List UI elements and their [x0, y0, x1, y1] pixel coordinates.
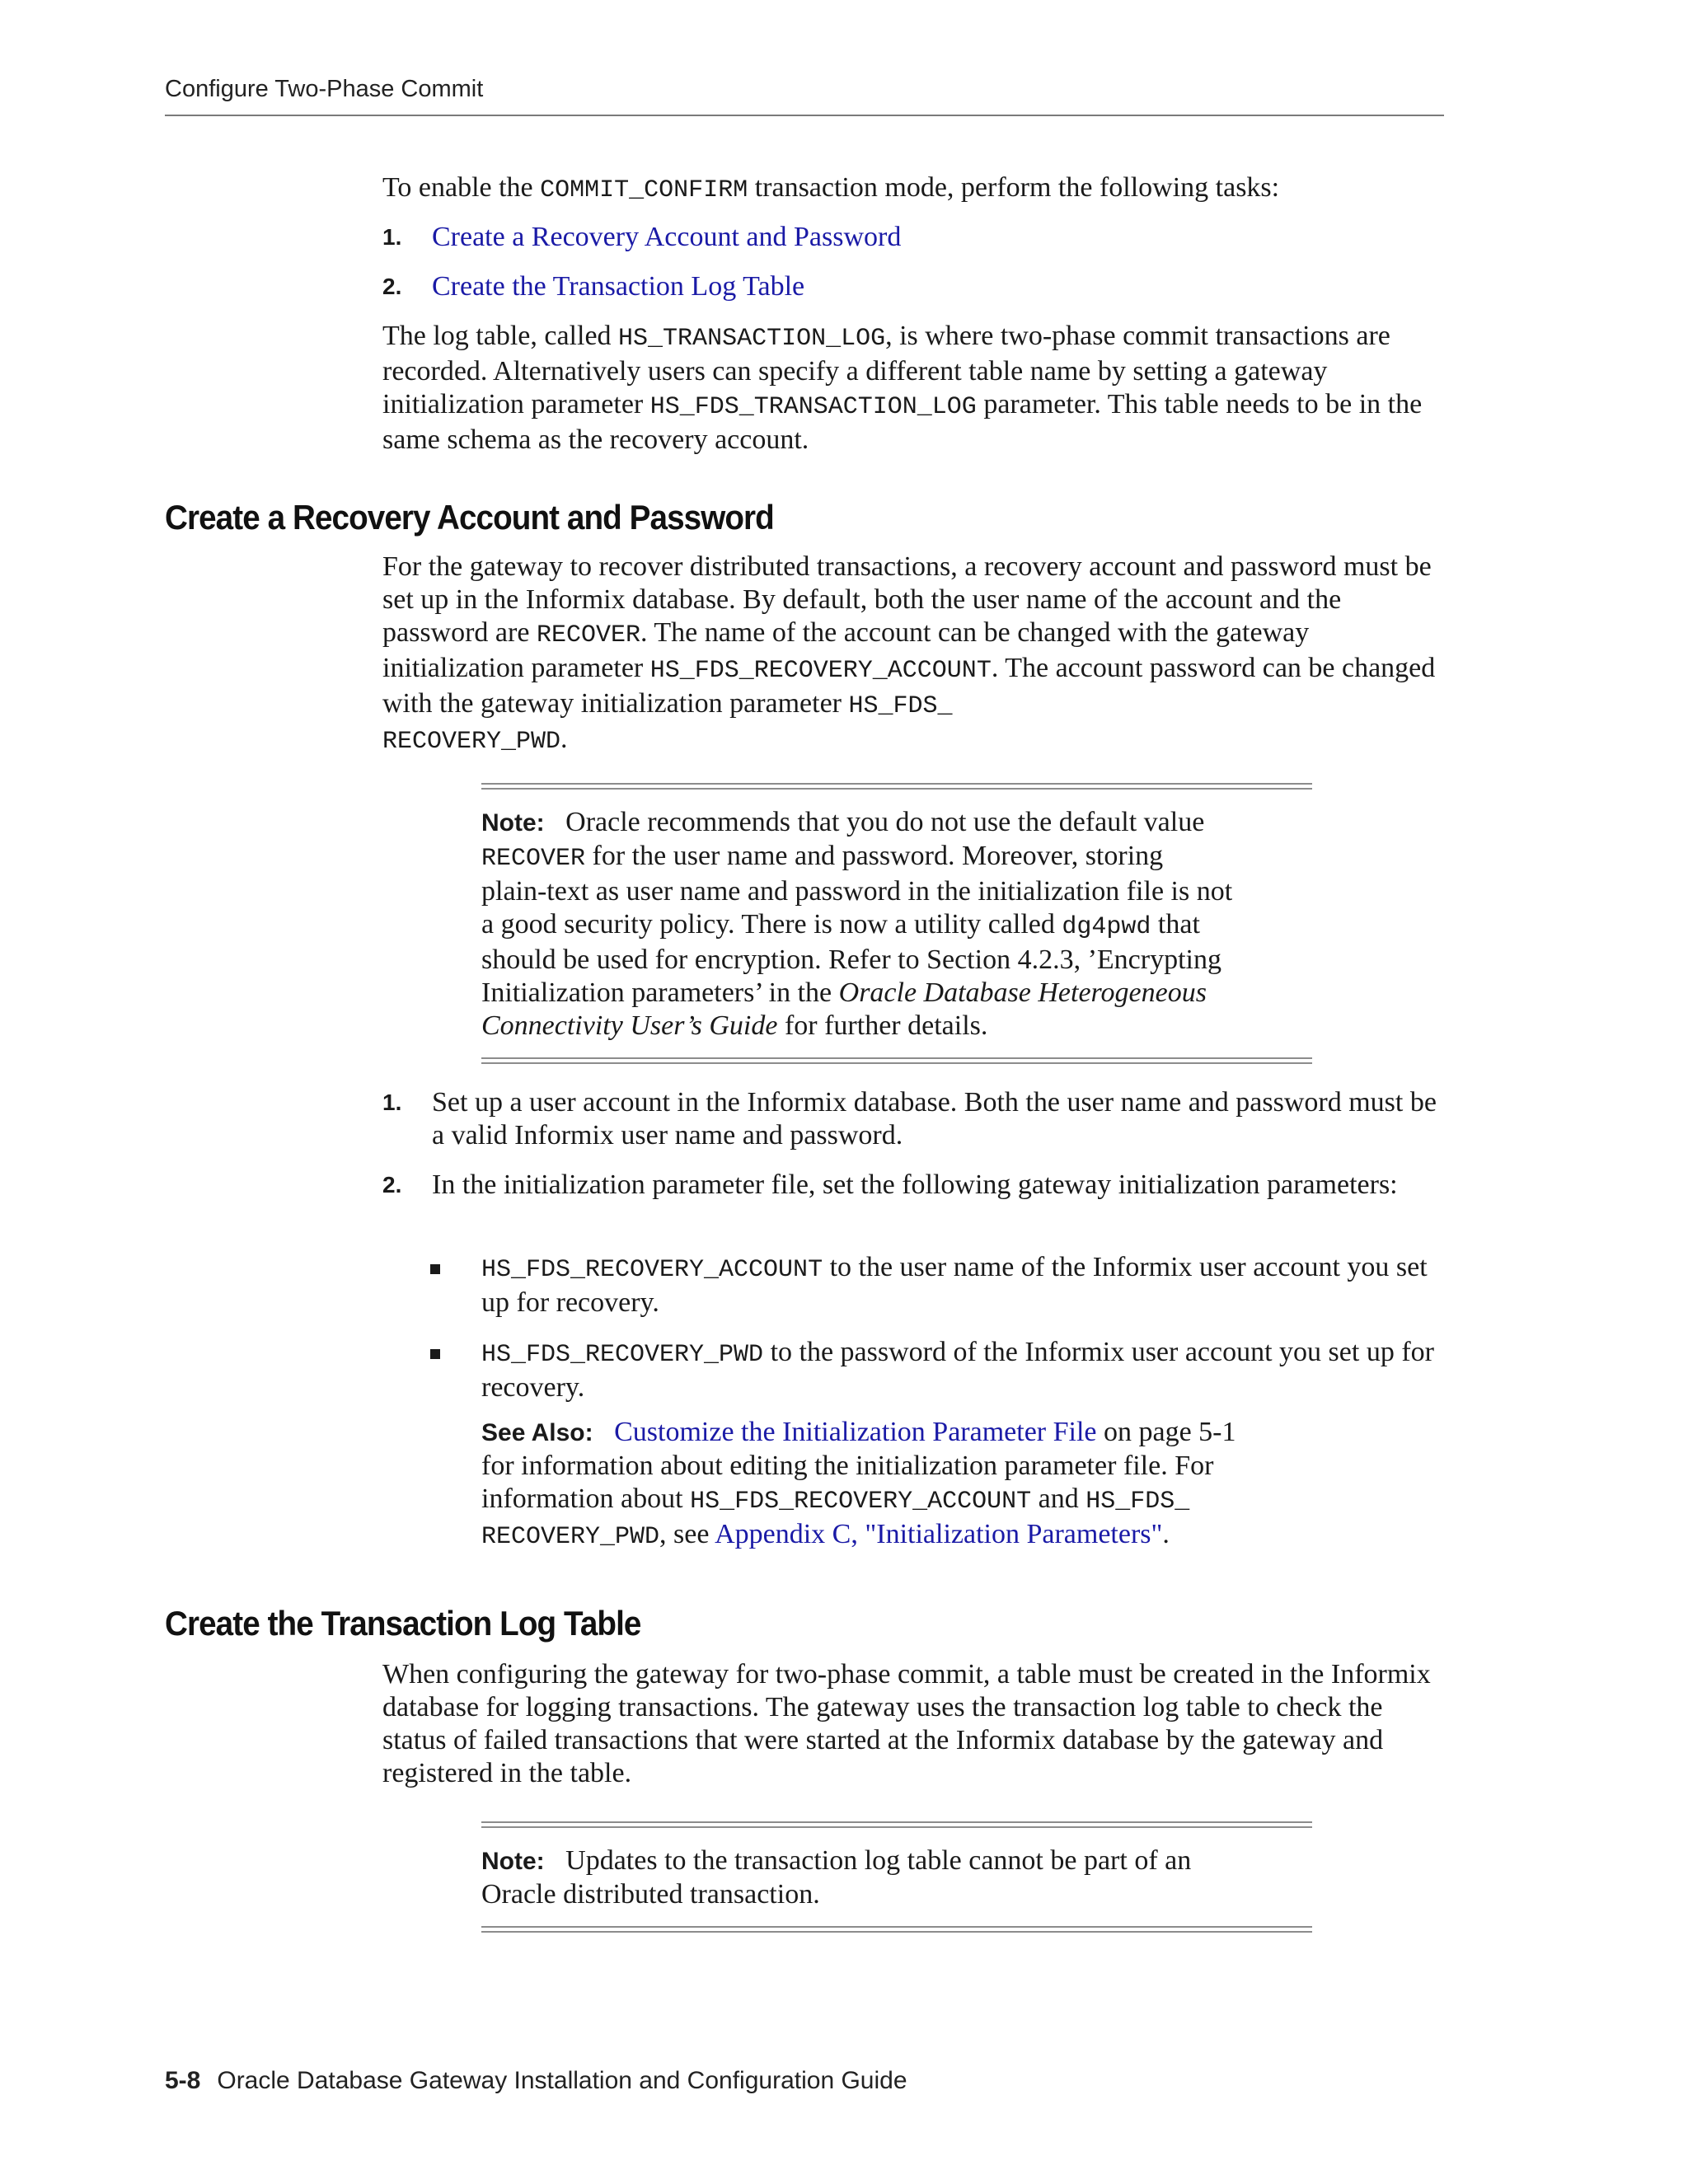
- note-top-rule: [481, 783, 1312, 790]
- bullet-square-icon: [430, 1349, 440, 1359]
- code-commit-confirm: COMMIT_CONFIRM: [540, 176, 748, 204]
- parameter-bullets: [429, 1251, 1451, 1404]
- header-rule: [165, 115, 1444, 116]
- bullet-item: HS_FDS_RECOVERY_ACCOUNT to the user name of the Informix user account you set up for recovery.: [429, 1251, 1451, 1319]
- section-heading-transaction-log-table: Create the Transaction Log Table: [165, 1604, 641, 1643]
- section-heading-recovery-account: Create a Recovery Account and Password: [165, 498, 774, 537]
- note-bottom-rule: [481, 1926, 1312, 1933]
- running-header: Configure Two-Phase Commit: [165, 76, 484, 102]
- note-top-rule: [481, 1821, 1312, 1828]
- note-box-default-password: Note: Oracle recommends that you do not use the default value RECOVER for the user name and password. Moreover, storing plain-text as user name and password in the initialization file is not a good security policy. There is now a utility called dg4pwd that should be used for encryption. Refer to Section 4.2.3, ’Encrypting Initialization parameters’ in the Oracle Database Heterogeneous Connectivity User’s Guide for further details.: [481, 783, 1312, 1064]
- note-box-log-updates: Note: Updates to the transaction log table cannot be part of an Oracle distributed transaction.: [481, 1821, 1312, 1933]
- see-also-box: See Also: Customize the Initialization Parameter File on page 5-1 for information about editing the initialization parameter file. For information about HS_FDS_RECOVERY_ACCOUNT and HS_FDS_ RECOVERY_PWD, see Appendix C, "Initialization Parameters".: [481, 1417, 1236, 1551]
- task-item: 2. Create the Transaction Log Table: [382, 271, 805, 302]
- task-list: [382, 221, 1446, 303]
- note-bottom-rule: [481, 1057, 1312, 1064]
- page-footer: [165, 2067, 907, 2095]
- intro-paragraph: To enable the COMMIT_CONFIRM transaction mode, perform the following tasks:: [382, 172, 1280, 204]
- setup-steps: [382, 1086, 1446, 1202]
- bullet-item: HS_FDS_RECOVERY_PWD to the password of the Informix user account you set up for recovery.: [429, 1336, 1451, 1404]
- recovery-account-paragraph: For the gateway to recover distributed transactions, a recovery account and password must be set up in the Informix database. By default, both the user name of the account and the password are RECOVER. The name of the account can be changed with the gateway initialization parameter HS_FDS_RECOVERY_ACCOUNT. The account password can be changed with the gateway initialization parameter HS_FDS_ RECOVERY_PWD.: [382, 551, 1436, 756]
- transaction-log-paragraph: When configuring the gateway for two-phase commit, a table must be created in the Informix database for logging transactions. The gateway uses the transaction log table to check the status of failed transactions that were started at the Informix database by the gateway and registered in the table.: [382, 1659, 1431, 1788]
- task-link-create-recovery-account[interactable]: Create a Recovery Account and Password: [432, 222, 902, 252]
- step-item: 2. In the initialization parameter file, set the following gateway initialization parameters:: [382, 1169, 1398, 1200]
- page-number: 5-8: [165, 2067, 201, 2094]
- task-item: 1. Create a Recovery Account and Password: [382, 222, 902, 252]
- task-link-create-transaction-log-table[interactable]: Create the Transaction Log Table: [432, 271, 805, 302]
- step-item: 1. Set up a user account in the Informix database. Both the user name and password must be a valid Informix user name and password.: [382, 1087, 1437, 1151]
- bullet-square-icon: [430, 1264, 440, 1274]
- see-also-link-appendix-c[interactable]: Appendix C, "Initialization Parameters": [715, 1519, 1163, 1549]
- see-also-link-customize-parameter-file[interactable]: Customize the Initialization Parameter File: [614, 1417, 1097, 1447]
- log-table-paragraph: The log table, called HS_TRANSACTION_LOG, is where two-phase commit transactions are recorded. Alternatively users can specify a different table name by setting a gateway initialization parameter HS_FDS_TRANSACTION_LOG parameter. This table needs to be in the same schema as the recovery account.: [382, 321, 1423, 455]
- book-title: Oracle Database Gateway Installation and Configuration Guide: [217, 2067, 907, 2094]
- note-label: Note:: [481, 809, 545, 837]
